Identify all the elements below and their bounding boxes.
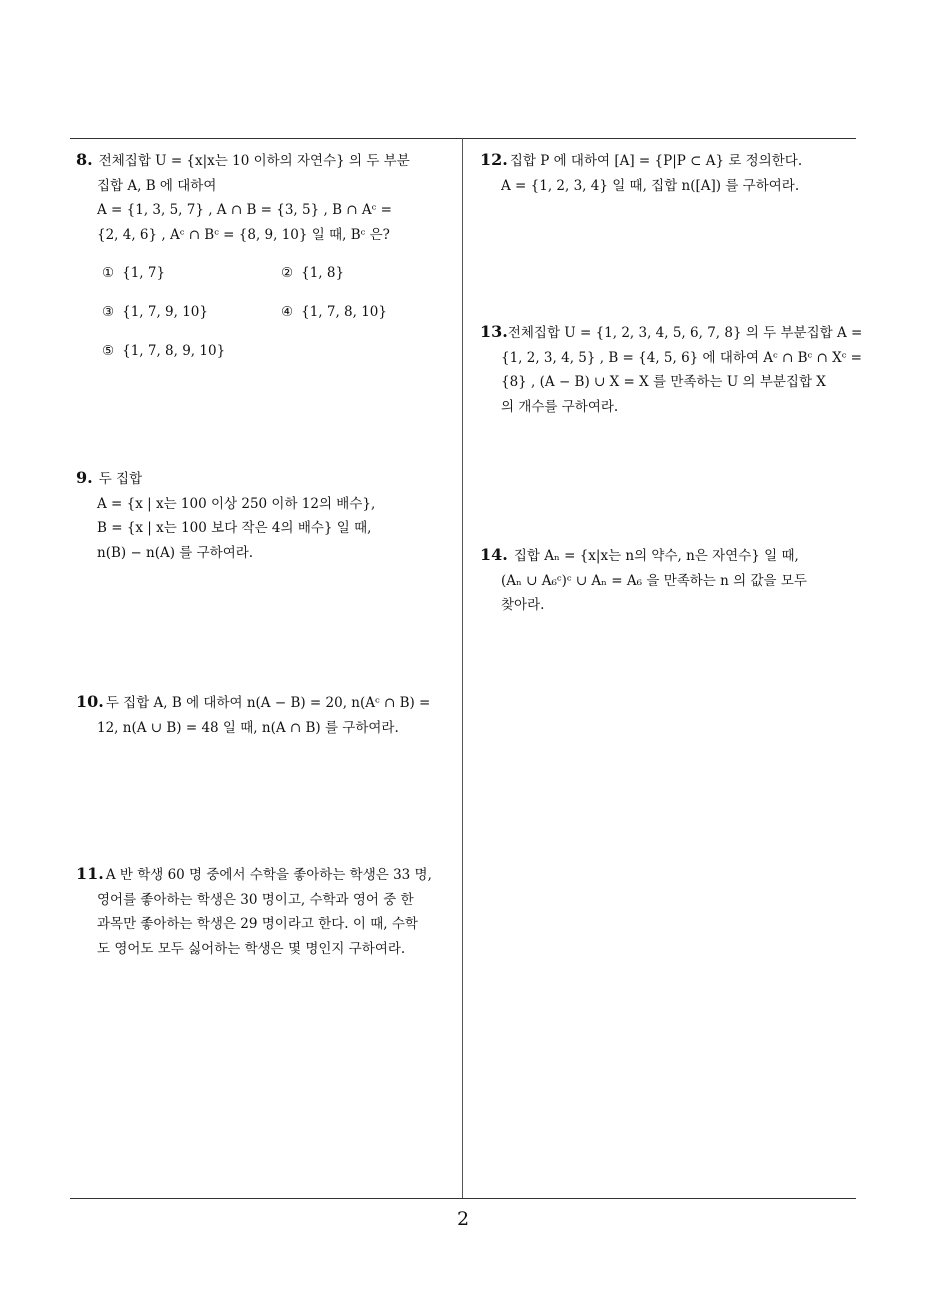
- problem-text: B = {x | x는 100 보다 작은 4의 배수} 일 때,: [97, 520, 372, 536]
- problem-text: 과목만 좋아하는 학생은 29 명이라고 한다. 이 때, 수학: [97, 916, 418, 932]
- problem-text: {1, 2, 3, 4, 5} , B = {4, 5, 6} 에 대하여 Aᶜ ∩ Bᶜ ∩ Xᶜ =: [501, 349, 862, 366]
- problem-13: [480, 320, 863, 419]
- problem-text: A = {1, 2, 3, 4} 일 때, 집합 n([A]) 를 구하여라.: [501, 177, 800, 194]
- answer-choices: [76, 261, 456, 381]
- problem-number: 11.: [76, 864, 104, 883]
- problem-text: (Aₙ ∪ A₆ᶜ)ᶜ ∪ Aₙ = A₆ 을 만족하는 n 의 값을 모두: [501, 572, 807, 589]
- problem-text: A = {x | x는 100 이상 250 이하 12의 배수},: [97, 495, 376, 512]
- problem-text: 전체집합 U = {1, 2, 3, 4, 5, 6, 7, 8} 의 두 부분집합 A =: [507, 325, 863, 341]
- problem-number: 10.: [76, 692, 104, 711]
- choice-5[interactable]: ⑤ {1, 7, 8, 9, 10}: [102, 343, 226, 359]
- problem-text: 찾아라.: [501, 597, 545, 613]
- problem-text: 의 개수를 구하여라.: [501, 398, 619, 415]
- problem-text: 두 집합: [98, 471, 143, 487]
- bottom-rule: [70, 1198, 856, 1199]
- page-number: 2: [456, 1208, 470, 1230]
- choice-2[interactable]: ② {1, 8}: [281, 265, 345, 281]
- problem-text: 전체집합 U = {x|x는 10 이하의 자연수} 의 두 부분: [98, 153, 410, 169]
- problem-14: [480, 543, 860, 618]
- problem-12: [480, 148, 860, 198]
- choice-3[interactable]: ③ {1, 7, 9, 10}: [102, 304, 208, 320]
- problem-text: 도 영어도 모두 싫어하는 학생은 몇 명인지 구하여라.: [97, 940, 406, 957]
- problem-text: 집합 A, B 에 대하여: [97, 177, 217, 194]
- problem-number: 9.: [76, 468, 93, 487]
- problem-text: n(B) − n(A) 를 구하여라.: [97, 544, 254, 561]
- problem-number: 13.: [480, 322, 508, 341]
- choice-1[interactable]: ① {1, 7}: [102, 265, 166, 281]
- problem-text: A = {1, 3, 5, 7} , A ∩ B = {3, 5} , B ∩ Aᶜ =: [97, 202, 392, 218]
- problem-text: A 반 학생 60 명 중에서 수학을 좋아하는 학생은 33 명,: [105, 867, 432, 883]
- problem-number: 14.: [480, 545, 508, 564]
- problem-text: 영어를 좋아하는 학생은 30 명이고, 수학과 영어 중 한: [97, 891, 414, 908]
- problem-text: 두 집합 A, B 에 대하여 n(A − B) = 20, n(Aᶜ ∩ B) =: [105, 695, 431, 711]
- problem-11: [76, 862, 456, 961]
- problem-text: 집합 P 에 대하여 [A] = {P|P ⊂ A} 로 정의한다.: [509, 153, 803, 169]
- problem-text: 12, n(A ∪ B) = 48 일 때, n(A ∩ B) 를 구하여라.: [97, 719, 399, 736]
- problem-number: 8.: [76, 150, 93, 169]
- problem-text: 집합 Aₙ = {x|x는 n의 약수, n은 자연수} 일 때,: [513, 548, 799, 564]
- problem-10: [76, 690, 456, 740]
- choice-4[interactable]: ④ {1, 7, 8, 10}: [281, 304, 387, 320]
- problem-text: {8} , (A − B) ∪ X = X 를 만족하는 U 의 부분집합 X: [501, 374, 826, 390]
- problem-text: {2, 4, 6} , Aᶜ ∩ Bᶜ = {8, 9, 10} 일 때, Bᶜ 은?: [97, 226, 390, 243]
- problem-number: 12.: [480, 150, 508, 169]
- problem-8: [76, 148, 456, 381]
- column-divider: [462, 138, 463, 1198]
- problem-9: [76, 466, 456, 565]
- top-rule: [70, 138, 856, 139]
